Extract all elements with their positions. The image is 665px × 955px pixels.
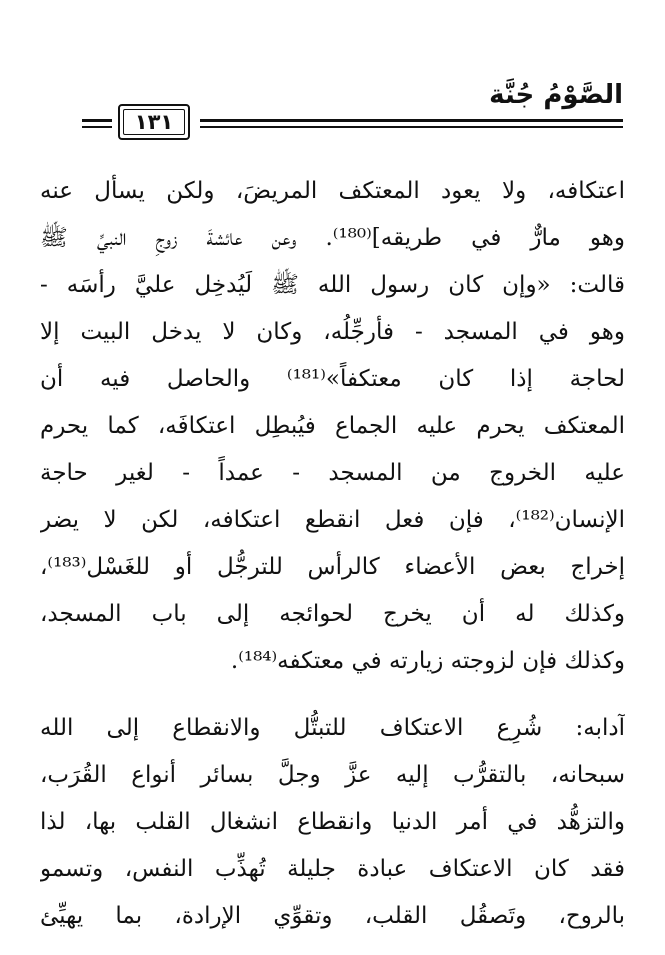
header-rule-left-thick	[82, 119, 112, 122]
page-number-frame	[118, 104, 190, 140]
text-line: إخراج بعض الأعضاء كالرأس للترجُّل أو للغَسْل⁽¹⁸³⁾،	[40, 554, 625, 580]
paragraph-gap	[40, 685, 625, 705]
text-line: آدابه: شُرِع الاعتكاف للتبتُّل والانقطاع إلى الله	[40, 715, 625, 741]
text-line: وكذلك له أن يخرج لحوائجه إلى باب المسجد،	[40, 601, 625, 627]
page-number: ١٣١	[134, 110, 174, 134]
text-line: المعتكف يحرم عليه الجماع فيُبطِل اعتكافَه، كما يحرم	[40, 413, 625, 439]
header-rule-thin	[200, 126, 623, 128]
text-line: اعتكافه، ولا يعود المعتكف المريضَ، ولكن يسأل عنه	[40, 178, 625, 204]
paragraph-2	[40, 705, 625, 940]
text-line: قالت: «وإن كان رسول الله ﷺ لَيُدخِل عليَّ رأسَه -	[40, 272, 625, 298]
text-line: وهو في المسجد - فأرجِّلُه، وكان لا يدخل البيت إلا	[40, 319, 625, 345]
paragraph-1	[40, 168, 625, 685]
book-title: الصَّوْمُ جُنَّة	[489, 80, 623, 110]
text-line: لحاجة إذا كان معتكفاً»⁽¹⁸¹⁾ والحاصل فيه أن	[40, 366, 625, 392]
body-text	[40, 168, 625, 940]
text-line: فقد كان الاعتكاف عبادة جليلة تُهذِّب النفس، وتسمو	[40, 856, 625, 882]
text-line: الإنسان⁽¹⁸²⁾، فإن فعل انقطع اعتكافه، لكن لا يضر	[40, 507, 625, 533]
text-line: بالروح، وتَصقُل القلب، وتقوِّي الإرادة، بما يهيِّئ	[40, 903, 625, 929]
header-rule-left-thin	[82, 126, 112, 128]
text-line: سبحانه، بالتقرُّب إليه عزَّ وجلَّ بسائر أنواع القُرَب،	[40, 762, 625, 788]
text-line: وهو مارٌّ في طريقه]⁽¹⁸⁰⁾. وعن عائشةَ زوجِ النبيِّ ﷺ	[40, 225, 625, 251]
header-rule-thick	[200, 119, 623, 122]
text-line: وكذلك فإن لزوجته زيارته في معتكفه⁽¹⁸⁴⁾.	[230, 648, 625, 674]
text-line: عليه الخروج من المسجد - عمداً - لغير حاجة	[40, 460, 625, 486]
text-line: والتزهُّد في أمر الدنيا وانقطاع انشغال القلب بها، لذا	[40, 809, 625, 835]
page-header	[82, 80, 623, 140]
